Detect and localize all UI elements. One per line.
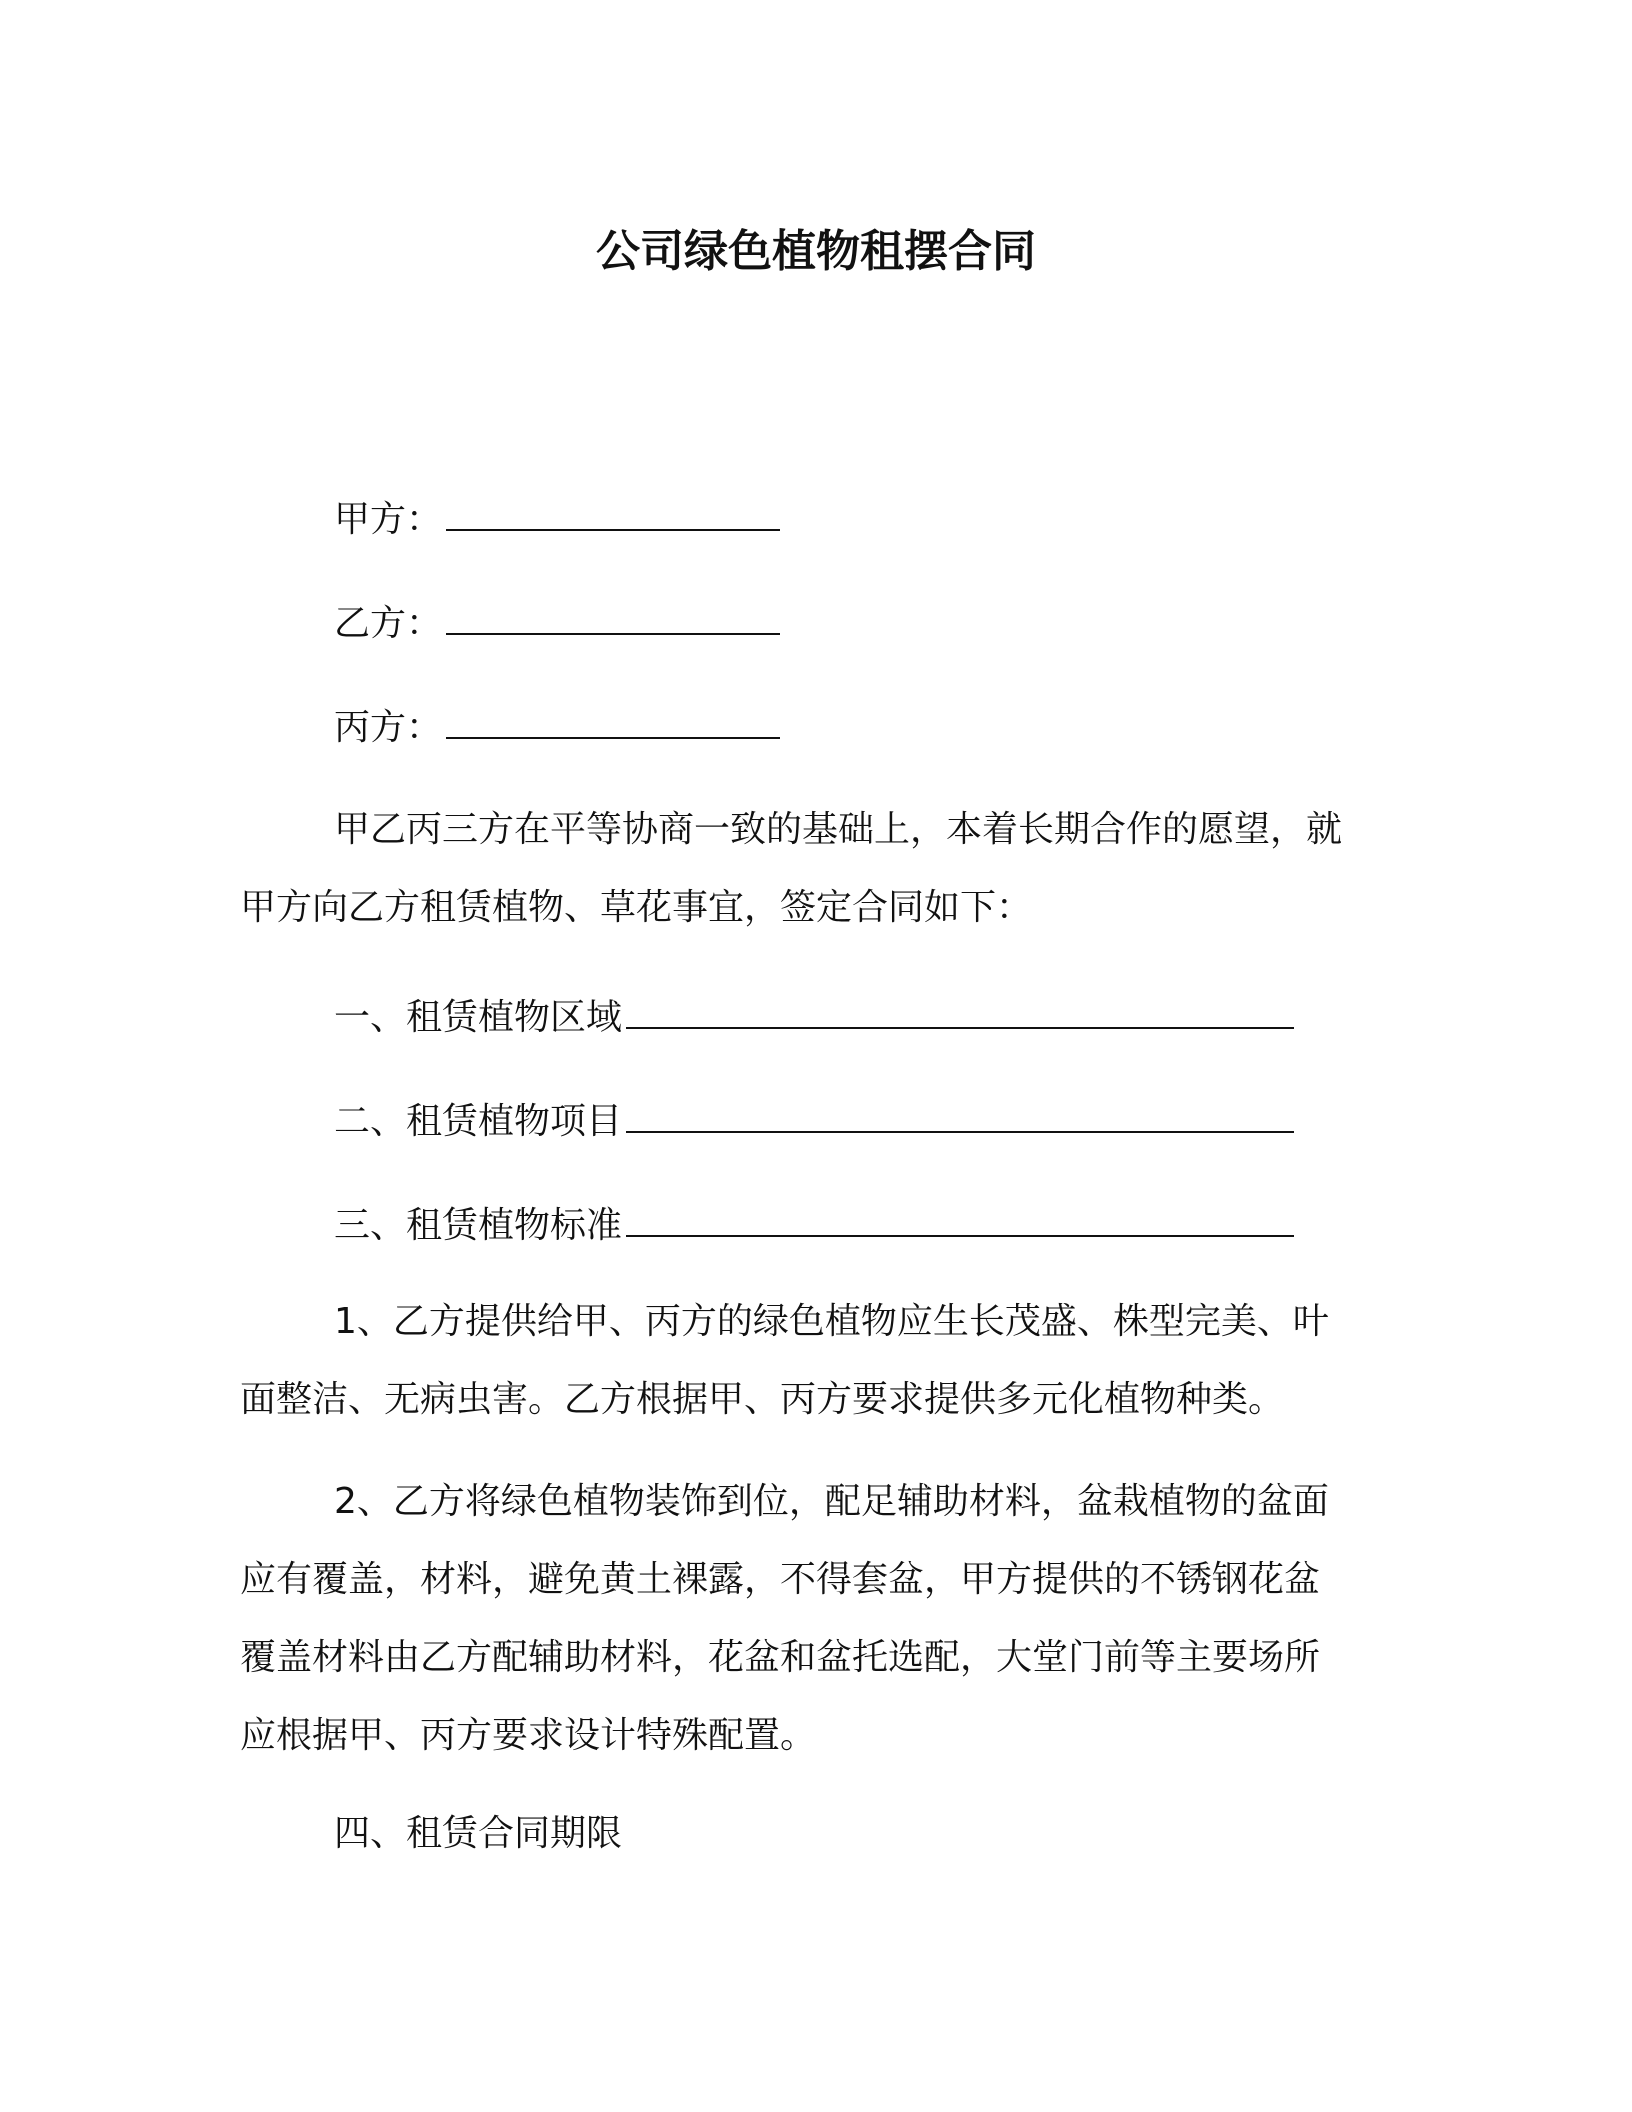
section-2-line [334,1098,1294,1146]
section-3-blank [626,1205,1294,1237]
clause-1-line-2: 面整洁、无病虫害。乙方根据甲、丙方要求提供多元化植物种类。 [240,1379,1285,1420]
party-c-blank [446,707,780,739]
intro-line-1: 甲乙丙三方在平等协商一致的基础上，本着长期合作的愿望，就 [334,809,1343,850]
party-a-blank [446,499,780,531]
party-b-line [334,600,780,648]
clause-2-line-2: 应有覆盖，材料，避免黄土裸露，不得套盆，甲方提供的不锈钢花盆 [240,1559,1321,1600]
intro-line-2: 甲方向乙方租赁植物、草花事宜，签定合同如下： [240,887,1033,928]
document-title: 公司绿色植物租摆合同 [596,226,1036,277]
party-c-label: 丙方： [334,707,443,748]
clause-2-line-1: 2、乙方将绿色植物装饰到位，配足辅助材料，盆栽植物的盆面 [334,1481,1329,1522]
party-a-label: 甲方： [334,499,443,540]
party-b-blank [446,603,780,635]
section-4-heading: 四、租赁合同期限 [334,1813,623,1854]
section-3-label: 三、租赁植物标准 [334,1205,623,1246]
clause-2-line-4: 应根据甲、丙方要求设计特殊配置。 [240,1715,817,1756]
section-2-blank [626,1101,1294,1133]
section-3-line [334,1202,1294,1250]
party-b-label: 乙方： [334,603,443,644]
party-c-line [334,704,780,752]
section-1-line [334,994,1294,1042]
clause-2-line-3: 覆盖材料由乙方配辅助材料，花盆和盆托选配，大堂门前等主要场所 [240,1637,1321,1678]
section-1-label: 一、租赁植物区域 [334,997,623,1038]
section-1-blank [626,997,1294,1029]
section-2-label: 二、租赁植物项目 [334,1101,623,1142]
clause-1-line-1: 1、乙方提供给甲、丙方的绿色植物应生长茂盛、株型完美、叶 [334,1301,1329,1342]
party-a-line [334,496,780,544]
